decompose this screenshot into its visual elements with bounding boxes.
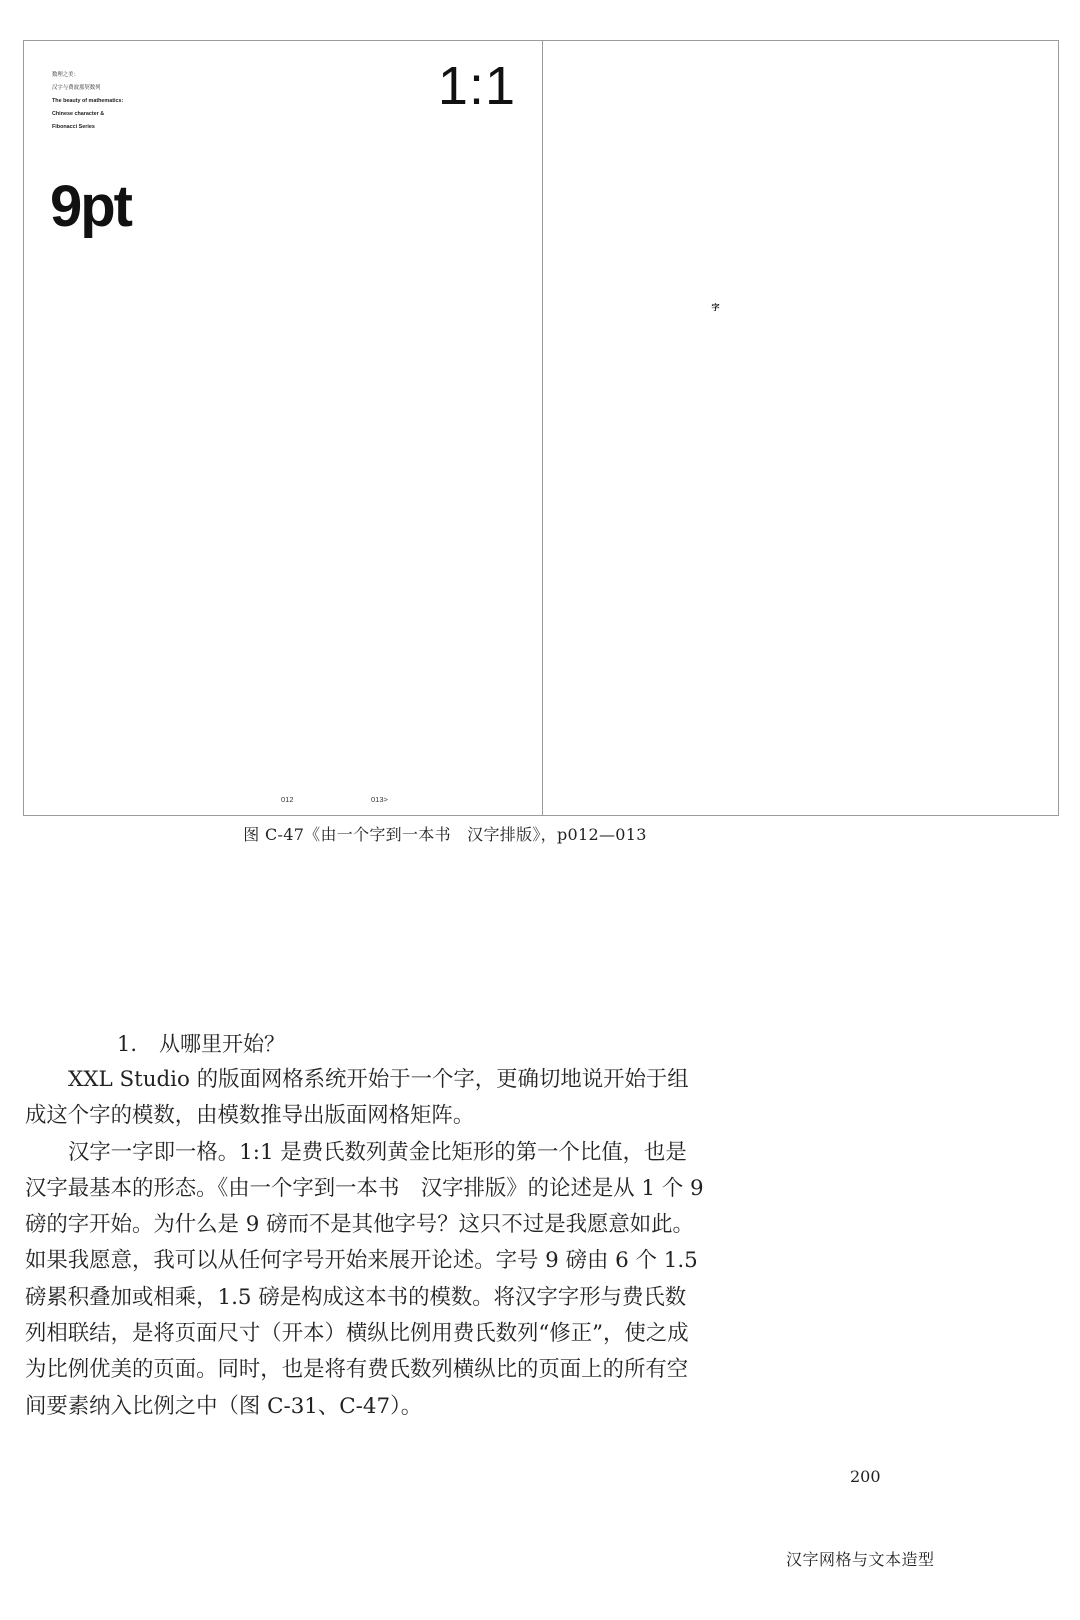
section-number: 1. — [117, 1032, 138, 1056]
figure-caption: 图 C-47《由一个字到一本书 汉字排版》，p012—013 — [243, 825, 647, 844]
body-paragraph: 汉字一字即一格。1:1 是费氏数列黄金比矩形的第一个比值，也是汉字最基本的形态。《由一个字到一本书 汉字排版》的论述是从 1 个 9 磅的字开始。为什么是 9 磅而不是其他字号？这只不过是我愿意如此。如果我愿意，我可以从任何字号开始来展开论述。字号 9 磅由 6 个 1.5 磅累积叠加或相乘，1.5 磅是构成这本书的模数。将汉字字形与费氏数列相联结，是将页面尺寸（开本）横纵比例用费氏数列“修正”，使之成为比例优美的页面。同时，也是将有费氏数列横纵比的页面上的所有空间要素纳入比例之中（图 C-31、C-47）。 — [25, 1139, 704, 1419]
ratio-label: 1:1 — [437, 56, 516, 116]
meta-en-line: The beauty of mathematics: — [52, 98, 124, 105]
body-paragraph: XXL Studio 的版面网格系统开始于一个字，更确切地说开始于组成这个字的模数，由模数推导出版面网格矩阵。 — [25, 1067, 689, 1129]
book-spread-figure — [23, 40, 1059, 816]
spread-gutter — [542, 41, 543, 815]
folio-right: 013> — [371, 795, 388, 804]
single-character-glyph: 字 — [711, 303, 720, 312]
meta-en-line: Fibonacci Series — [52, 123, 95, 130]
spread-meta-block — [52, 66, 123, 136]
body-text — [25, 1062, 705, 1425]
page-number: 200 — [850, 1467, 881, 1486]
meta-cn-line: 汉字与费波那契数列 — [52, 85, 101, 92]
point-size-label: 9pt — [50, 174, 131, 239]
folio-left: 012 — [281, 795, 294, 804]
meta-en-line: Chinese character & — [52, 110, 105, 117]
meta-cn-line: 数理之美： — [52, 72, 79, 79]
section-heading — [117, 1028, 285, 1058]
running-title: 汉字网格与文本造型 — [786, 1550, 935, 1569]
section-title: 从哪里开始？ — [159, 1032, 286, 1056]
